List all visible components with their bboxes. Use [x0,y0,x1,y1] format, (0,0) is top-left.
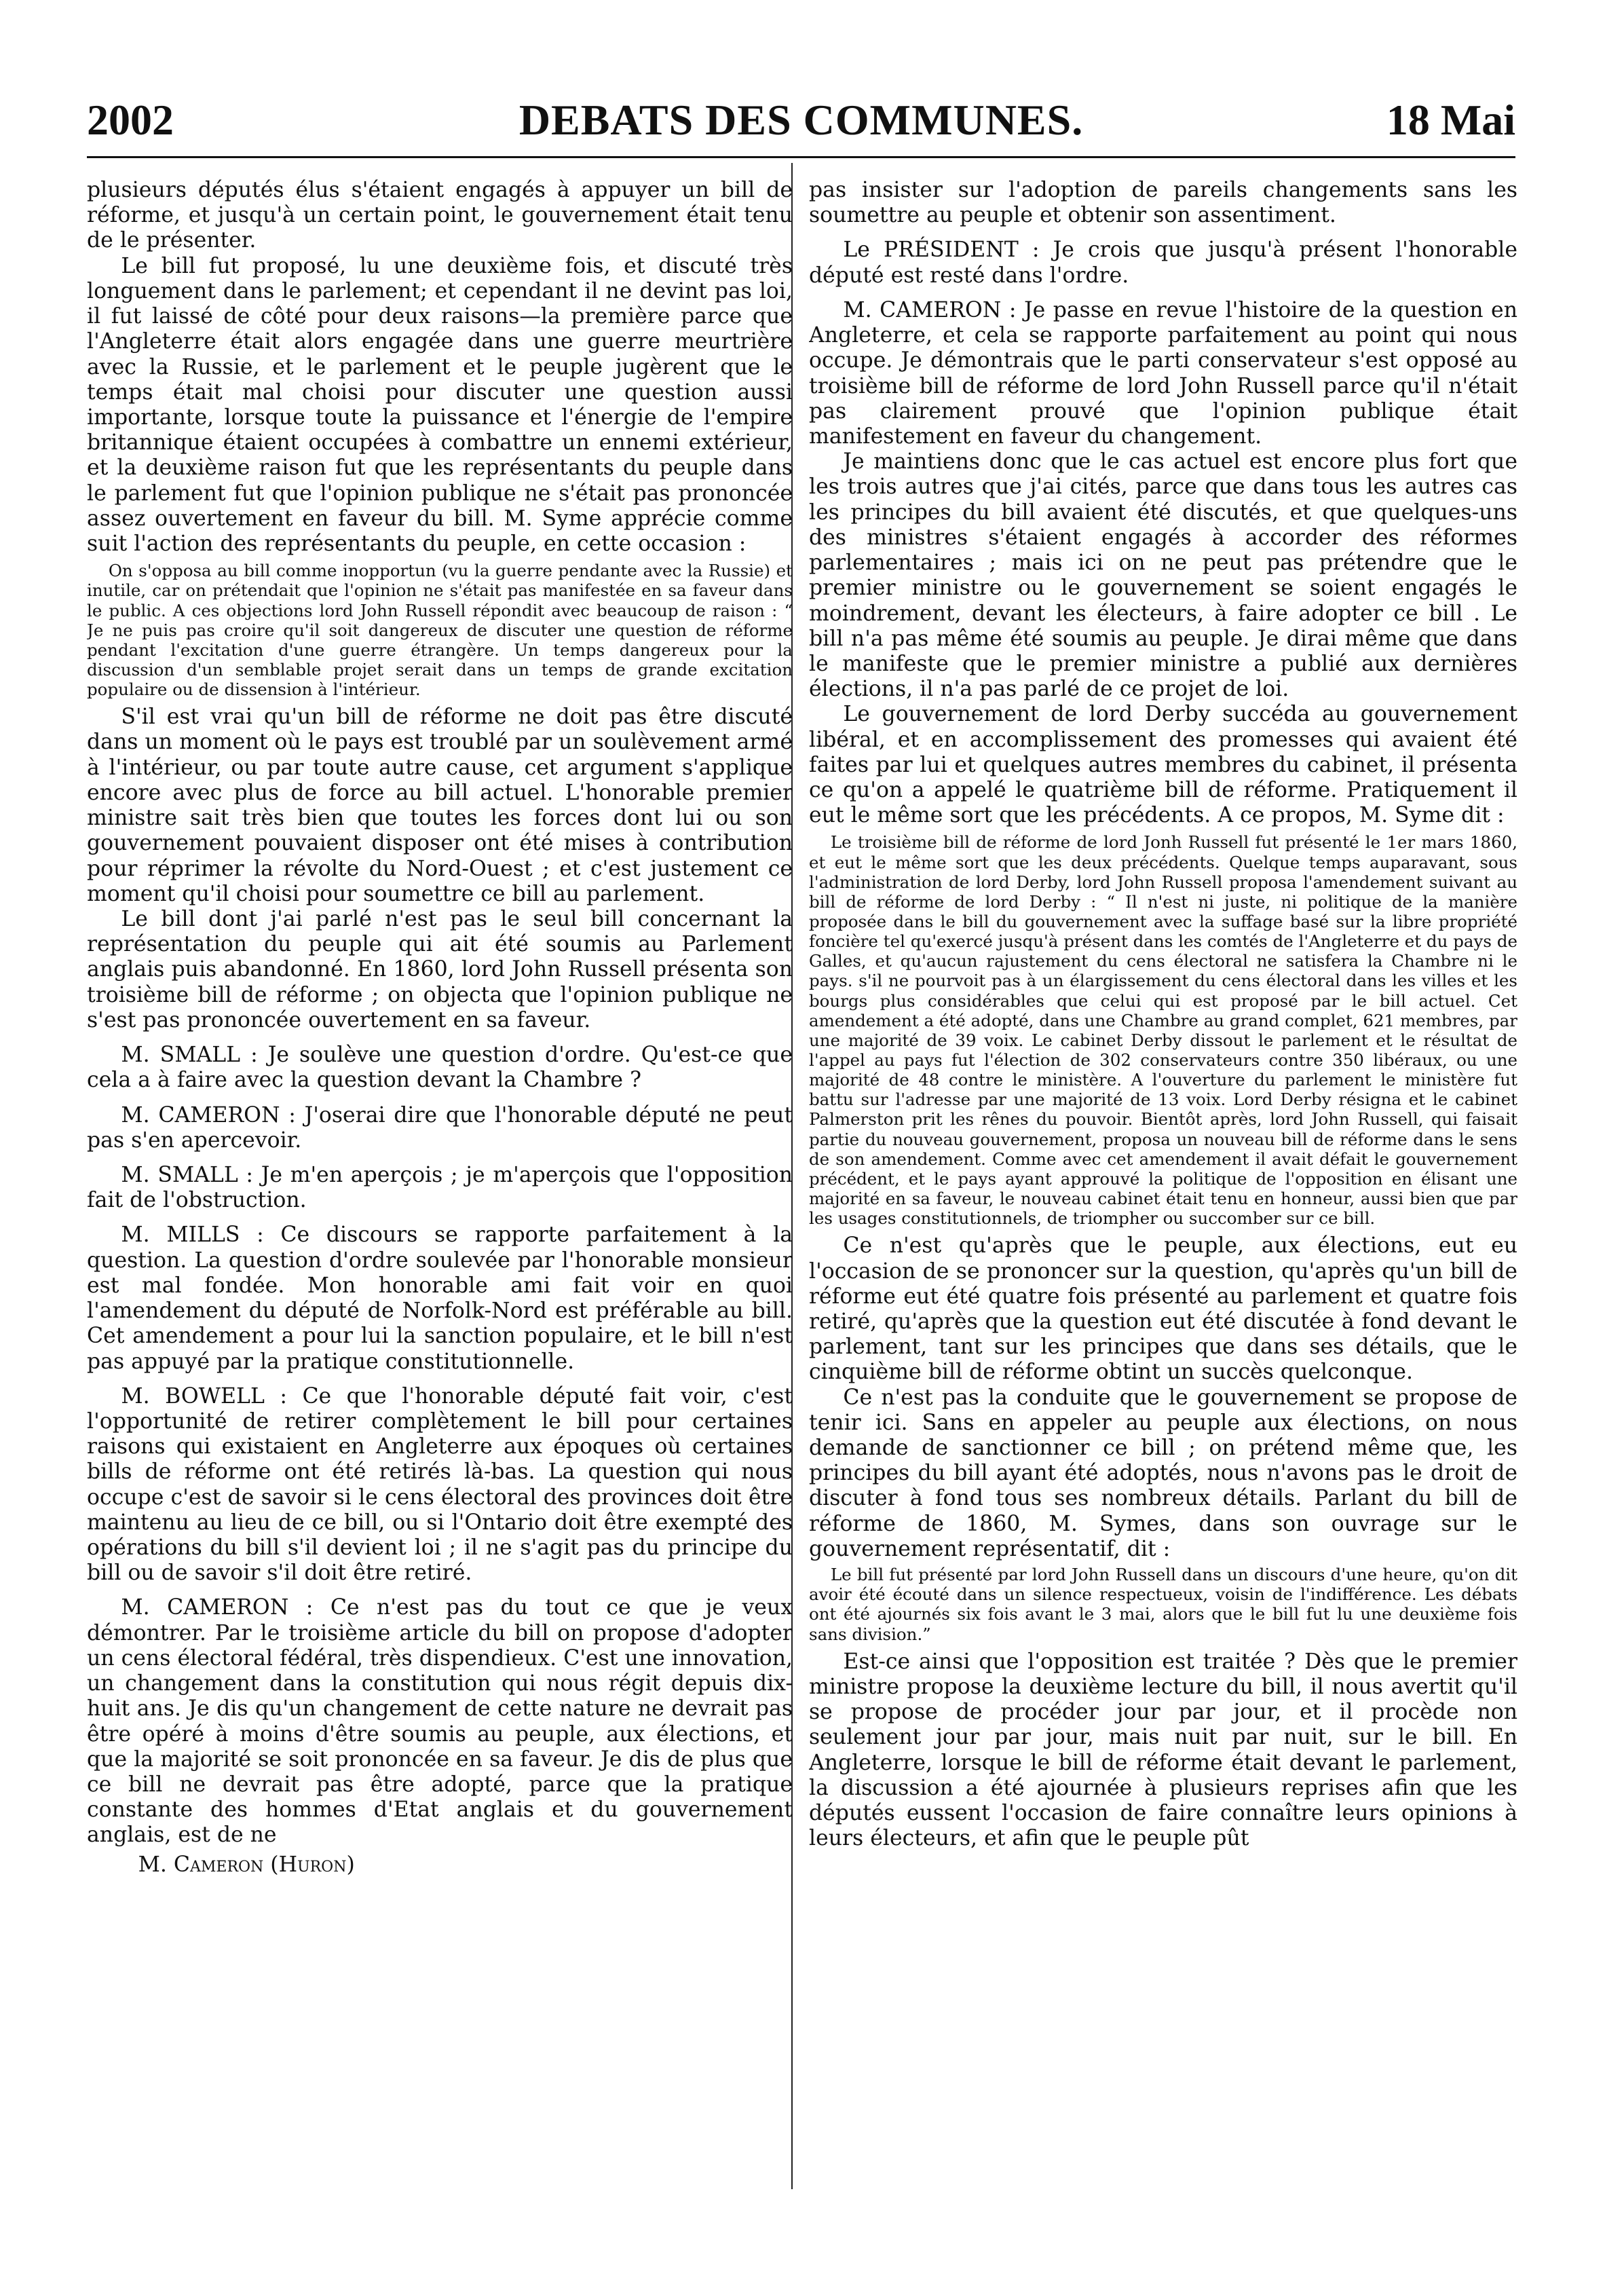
speaker-signature: M. Cameron (Huron) [138,1852,355,1877]
speech-small: M. SMALL : Je soulève une question d'ordre. Qu'est-ce que cela a à faire avec la question devant la Chambre ? [87,1043,793,1093]
speech-president: Le PRÉSIDENT : Je crois que jusqu'à présent l'honorable député est resté dans l'ordre. [809,238,1517,288]
paragraph: S'il est vrai qu'un bill de réforme ne doit pas être discuté dans un moment où le pays est troublé par un soulèvement armé à l'intérieur, ou par toute autre cause, cet argument s'applique encore avec plus de force au bill actuel. L'honorable premier ministre sait très bien que toutes les forces dont lui ou son gouvernement pouvaient disposer ont été mises à contribution pour réprimer la révolte du Nord-Ouest ; et c'est justement ce moment qu'il choisi pour soumettre ce bill au parlement. [87,705,793,906]
paragraph: Le gouvernement de lord Derby succéda au gouvernement libéral, et en accomplissement des promesses qui avaient été faites par lui et quelques autres membres du cabinet, il présenta ce qu'on a appelé le quatrième bill de réforme. Pratiquement il eut le même sort que les précédents. A ce propos, M. Syme dit : [809,702,1517,828]
speech-small: M. SMALL : Je m'en aperçois ; je m'aperçois que l'opposition fait de l'obstruction. [87,1162,793,1213]
paragraph: Est-ce ainsi que l'opposition est traitée ? Dès que le premier ministre propose la deuxième lecture du bill, il nous avertit qu'il se propose de procéder jour par jour, et il procède non seulement jour par jour, mais nuit par nuit, sur le bill. En Angleterre, lorsque le bill de réforme était devant le parlement, la discussion a été ajournée à plusieurs reprises afin que les députés eussent l'occasion de faire connaître leurs opinions à leurs électeurs, et afin que le peuple pût [809,1649,1517,1851]
page-number: 2002 [87,96,174,144]
speech-cameron: M. CAMERON : Ce n'est pas du tout ce que je veux démontrer. Par le troisième article du bill on propose d'adopter un cens électoral fédéral, très dispendieux. C'est une innovation, un changement dans la constitution qui nous régit depuis dix-huit ans. Je dis qu'un changement de cette nature ne devrait pas être opéré à moins d'être soumis au peuple, aux élections, et que la majorité se soit prononcée en sa faveur. Je dis de plus que ce bill ne devrait pas être adopté, parce que la pratique constante des hommes d'Etat anglais et du gouvernement anglais, est de ne [87,1595,793,1848]
left-column [87,178,793,2187]
page-header [87,95,1515,149]
paragraph: Le bill fut proposé, lu une deuxième fois, et discuté très longuement dans le parlement; et cependant il ne devint pas loi, il fut laissé de côté pour deux raisons—la première parce que l'Angleterre était alors engagée dans une guerre meurtrière avec la Russie, et le parlement et le peuple jugèrent que le temps était mal choisi pour discuter une question aussi importante, lorsque toute la puissance et l'énergie de l'empire britannique étaient occupées à combattre un ennemi extérieur, et la deuxième raison fut que les représentants du peuple dans le parlement fut que l'opinion publique ne s'était pas prononcée assez ouvertement en faveur du bill. M. Syme apprécie comme suit l'action des représentants du peuple, en cette occasion : [87,253,793,557]
page-date: 18 Mai [1386,96,1515,144]
right-column [809,178,1517,2187]
speech-bowell: M. BOWELL : Ce que l'honorable député fait voir, c'est l'opportunité de retirer complètement le bill pour certaines raisons qui existaient en Angleterre aux époques où certaines bills de réforme ont été retirés là-bas. La question qui nous occupe c'est de savoir si le cens électoral des provinces doit être maintenu au lieu de ce bill, ou si l'Ontario doit être exempté des opérations du bill s'il devient loi ; il ne s'agit pas du principe du bill ou de savoir s'il doit être retiré. [87,1383,793,1586]
speech-mills: M. MILLS : Ce discours se rapporte parfaitement à la question. La question d'ordre soulevée par l'honorable monsieur est mal fondée. Mon honorable ami fait voir en quoi l'amendement du député de Norfolk-Nord est préférable au bill. Cet amendement a pour lui la sanction populaire, et le bill n'est pas appuyé par la pratique constitutionnelle. [87,1223,793,1374]
speech-cameron: M. CAMERON : J'oserai dire que l'honorable député ne peut pas s'en apercevoir. [87,1102,793,1153]
speech-cameron: M. CAMERON : Je passe en revue l'histoire de la question en Angleterre, et cela se rapporte parfaitement au point qui nous occupe. Je démontrais que le parti conservateur s'est opposé au troisième bill de réforme de lord John Russell parce qu'il n'était pas clairement prouvé que l'opinion publique était manifestement en faveur du changement. [809,297,1517,449]
paragraph: plusieurs députés élus s'étaient engagés à appuyer un bill de réforme, et jusqu'à un certain point, le gouvernement était tenu de le présenter. [87,178,793,253]
paragraph: pas insister sur l'adoption de pareils changements sans les soumettre au peuple et obtenir son assentiment. [809,178,1517,228]
header-rule [87,156,1515,158]
page-title: DEBATS DES COMMUNES. [518,96,1084,144]
quotation: On s'opposa au bill comme inopportun (vu la guerre pendante avec la Russie) et inutile, car on prétendait que l'opinion ne s'était pas manifestée en sa faveur dans le public. A ces objections lord John Russell répondit avec beaucoup de raison : “ Je ne puis pas croire qu'il soit dangereux de discuter une question de réforme pendant l'excitation d'une guerre étrangère. Un temps dangereux pour la discussion d'un semblable projet serait dans un temps de grande excitation populaire ou de dissension à l'intérieur. [87,561,793,700]
quotation: Le troisième bill de réforme de lord Jonh Russell fut présenté le 1er mars 1860, et eut le même sort que les deux précédents. Quelque temps auparavant, sous l'administration de lord Derby, lord John Russell proposa l'amendement suivant au bill de réforme de lord Derby : “ Il n'est ni juste, ni politique de la manière proposée dans le bill du gouvernement avec la suffage basé sur la libre propriété foncière tel qu'exercé jusqu'à présent dans les comtés de l'Angleterre et du pays de Galles, et qu'aucun rajustement du cens électoral ne satisfera la Chambre ni le pays. s'il ne pourvoit pas à un élargissement du cens électoral dans les villes et les bourgs plus considérables que celui qui est proposé par le bill actuel. Cet amendement a été adopté, dans une Chambre au grand complet, 621 membres, par une majorité de 39 voix. Le cabinet Derby dissout le parlement et le résultat de l'appel au pays fut l'élection de 302 conservateurs contre 350 libéraux, ou une majorité de 48 contre le ministère. A l'ouverture du parlement le ministère fut battu sur l'adresse par une majorité de 13 voix. Lord Derby résigna et le cabinet Palmerston prit les rênes du pouvoir. Bientôt après, lord John Russell, qui faisait partie du nouveau gouvernement, proposa un nouveau bill de réforme dans le sens de son amendement. Comme avec cet amendement il avait défait le gouvernement précédent, et le pays ayant approuvé la politique de l'opposition en élisant une majorité en sa faveur, le nouveau cabinet était tenu en honneur, aussi bien que par les usages constitutionnels, de triompher ou succomber sur ce bill. [809,832,1517,1229]
paragraph: Le bill dont j'ai parlé n'est pas le seul bill concernant la représentation du peuple qui ait été soumis au Parlement anglais puis abandonné. En 1860, lord John Russell présenta son troisième bill de réforme ; on objecta que l'opinion publique ne s'est pas prononcée ouvertement en sa faveur. [87,907,793,1032]
paragraph: Ce n'est pas la conduite que le gouvernement se propose de tenir ici. Sans en appeler au peuple aux élections, on nous demande de sanctionner ce bill ; on prétend même que, les principes du bill ayant été adoptés, nous n'avons pas le droit de discuter à fond tous ses nombreux détails. Parlant du bill de réforme de 1860, M. Symes, dans son ouvrage sur le gouvernement représentatif, dit : [809,1385,1517,1561]
paragraph: Je maintiens donc que le cas actuel est encore plus fort que les trois autres que j'ai cités, parce que dans tous les autres cas les principes du bill avaient été discutés, et que quelques-uns des ministres s'étaient engagés à accorder des réformes parlementaires ; mais ici on ne peut pas prétendre que le premier ministre ou le gouvernement se soient engagés le moindrement, devant les électeurs, à faire adopter ce bill . Le bill n'a pas même été soumis au peuple. Je dirai même que dans le manifeste que le premier ministre a publié aux dernières élections, il n'a pas parlé de ce projet de loi. [809,449,1517,702]
quotation: Le bill fut présenté par lord John Russell dans un discours d'une heure, qu'on dit avoir été écouté dans un silence respectueux, voisin de l'indifférence. Les débats ont été ajournés six fois avant le 3 mai, alors que le bill fut lu une deuxième fois sans division.” [809,1565,1517,1644]
paragraph: Ce n'est qu'après que le peuple, aux élections, eut eu l'occasion de se prononcer sur la question, qu'après qu'un bill de réforme eut été quatre fois présenté au parlement et quatre fois retiré, qu'après que la question eut été discutée à fond devant le parlement, tant sur les principes que dans ses détails, que le cinquième bill de réforme obtint un succès quelconque. [809,1233,1517,1385]
